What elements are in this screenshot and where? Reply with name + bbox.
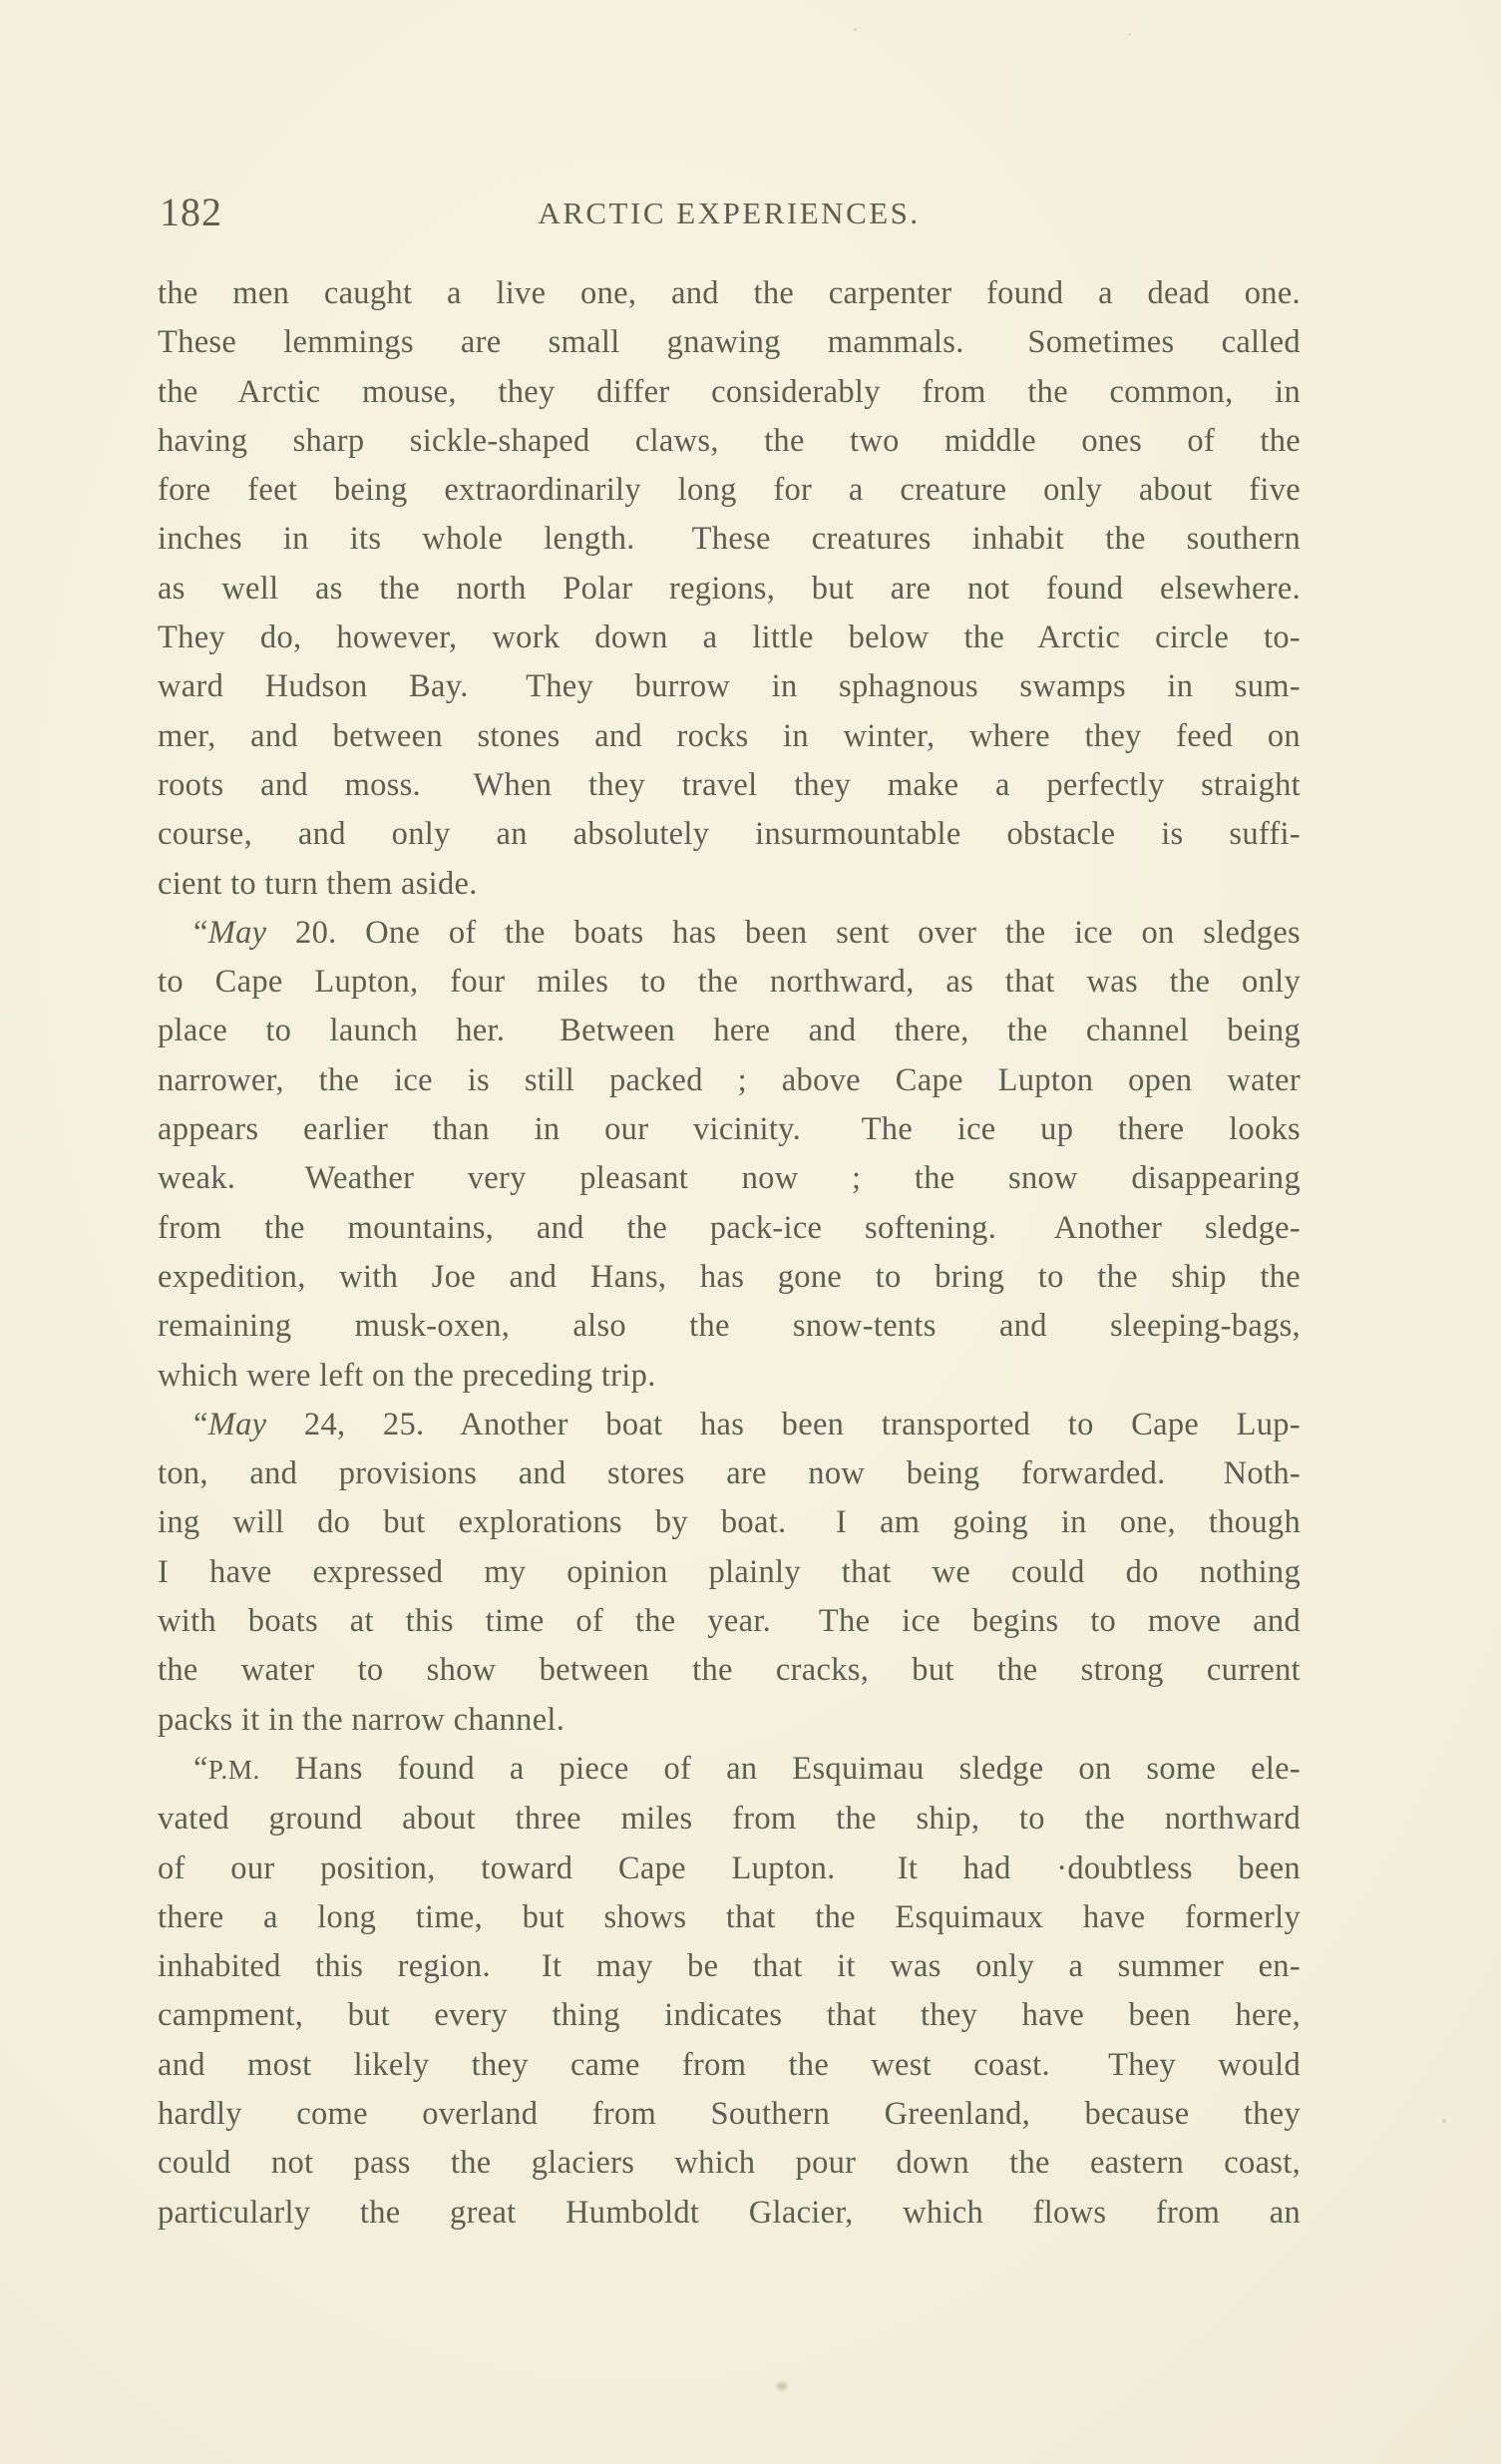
text-line: with boats at this time of the year. The ice begins to move and	[158, 1603, 1301, 1640]
text-line: to Cape Lupton, four miles to the northward, as that was the only	[158, 964, 1301, 1001]
text-segment: “	[193, 1750, 208, 1787]
text-segment: 24, 25. Another boat has been transported to Cape Lup-	[266, 1406, 1301, 1442]
text-line: as well as the north Polar regions, but are not found elsewhere.	[158, 570, 1301, 607]
text-line: weak. Weather very pleasant now ; the snow disappearing	[158, 1160, 1301, 1197]
paper-speck	[1442, 2119, 1446, 2123]
text-line: having sharp sickle-shaped claws, the two middle ones of the	[158, 422, 1301, 459]
text-line: course, and only an absolutely insurmountable obstacle is suffi-	[158, 816, 1301, 853]
text-line: appears earlier than in our vicinity. The ice up there looks	[158, 1111, 1301, 1148]
text-line: particularly the great Humboldt Glacier, which flows from an	[158, 2194, 1301, 2231]
text-segment: May	[207, 1406, 267, 1442]
paper-speck	[1128, 33, 1131, 36]
text-line: mer, and between stones and rocks in winter, where they feed on	[158, 717, 1301, 754]
text-segment: P.M.	[207, 1754, 260, 1785]
text-line: remaining musk-oxen, also the snow-tents and sleeping-bags,	[158, 1308, 1301, 1345]
text-line: inches in its whole length. These creatures inhabit the southern	[158, 521, 1301, 558]
text-line: vated ground about three miles from the ship, to the northward	[158, 1801, 1301, 1838]
text-line: narrower, the ice is still packed ; above Cape Lupton open water	[158, 1061, 1301, 1098]
text-line: the men caught a live one, and the carpenter found a dead one.	[158, 275, 1301, 311]
page-text	[158, 269, 1301, 2238]
text-line: the water to show between the cracks, but the strong current	[158, 1652, 1301, 1689]
text-line: cient to turn them aside.	[158, 865, 478, 902]
text-line	[158, 909, 1301, 958]
text-line: fore feet being extraordinarily long for a creature only about five	[158, 472, 1301, 509]
text-line: They do, however, work down a little below the Arctic circle to-	[158, 619, 1301, 656]
text-line: there a long time, but shows that the Esquimaux have formerly	[158, 1898, 1301, 1935]
text-line: from the mountains, and the pack-ice softening. Another sledge-	[158, 1209, 1301, 1246]
text-line: roots and moss. When they travel they make a perfectly straight	[158, 766, 1301, 803]
text-line: expedition, with Joe and Hans, has gone to bring to the ship the	[158, 1258, 1301, 1295]
text-line: ing will do but explorations by boat. I am going in one, though	[158, 1504, 1301, 1541]
text-segment: May	[207, 914, 267, 951]
text-line	[158, 1745, 1301, 1795]
paragraph	[158, 1401, 1301, 1745]
text-segment: Hans found a piece of an Esquimau sledge on some ele-	[259, 1750, 1301, 1787]
text-line: place to launch her. Between here and there, the channel being	[158, 1013, 1301, 1049]
page-header	[158, 192, 1301, 237]
text-line: inhabited this region. It may be that it was only a summer en-	[158, 1948, 1301, 1985]
text-segment: “	[193, 914, 208, 951]
text-line: and most likely they came from the west coast. They would	[158, 2046, 1301, 2083]
paragraph	[158, 909, 1301, 1401]
text-line: could not pass the glaciers which pour down the eastern coast,	[158, 2145, 1301, 2182]
paper-speck	[854, 28, 857, 31]
paper-speck	[777, 2382, 787, 2390]
text-line: I have expressed my opinion plainly that we could do nothing	[158, 1553, 1301, 1590]
text-line: which were left on the preceding trip.	[158, 1357, 656, 1394]
text-line: These lemmings are small gnawing mammals. Sometimes called	[158, 324, 1301, 361]
paragraph	[158, 1745, 1301, 2238]
text-line: ward Hudson Bay. They burrow in sphagnous swamps in sum-	[158, 668, 1301, 705]
text-line: the Arctic mouse, they differ considerably from the common, in	[158, 373, 1301, 410]
text-segment: “	[193, 1406, 208, 1442]
running-title: ARCTIC EXPERIENCES.	[538, 196, 921, 230]
text-line: ton, and provisions and stores are now being forwarded. Noth-	[158, 1455, 1301, 1492]
page-number: 182	[160, 190, 222, 234]
text-line: of our position, toward Cape Lupton. It had ·doubtless been	[158, 1849, 1301, 1886]
text-line	[158, 1401, 1301, 1449]
paragraph	[158, 269, 1301, 909]
text-segment: 20. One of the boats has been sent over the ice on sledges	[266, 914, 1301, 951]
text-line: packs it in the narrow channel.	[158, 1701, 565, 1738]
text-line: campment, but every thing indicates that they have been here,	[158, 1997, 1301, 2034]
text-line: hardly come overland from Southern Greenland, because they	[158, 2095, 1301, 2132]
